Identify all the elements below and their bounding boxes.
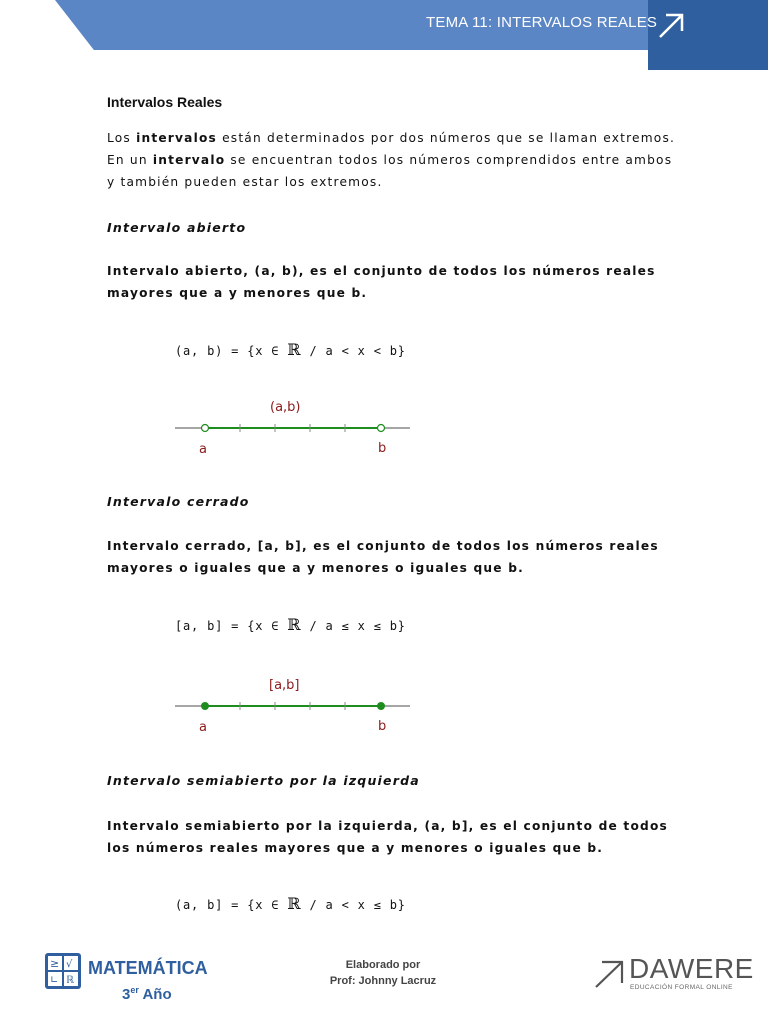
section-title: Intervalos Reales — [107, 94, 223, 110]
intro-bold-term: intervalo — [152, 153, 226, 167]
definition-closed-interval: Intervalo cerrado, [a, b], es el conjunto de todos los números reales mayores o iguales que a y menores o iguales que b. — [107, 539, 659, 575]
year-word: Año — [138, 986, 172, 1003]
credit-line-1: Elaborado por — [345, 959, 421, 971]
year-suffix: er — [130, 985, 139, 995]
footer-year — [122, 985, 172, 1003]
footer-subject: MATEMÁTICA — [88, 958, 208, 978]
interval-label: [a,b] — [269, 678, 300, 693]
svg-text:∟: ∟ — [50, 975, 59, 986]
endpoint-label-a: a — [199, 720, 207, 735]
formula-part: [a, b] = {x ∈ — [175, 619, 288, 633]
header-title: TEMA 11: INTERVALOS REALES — [426, 14, 658, 31]
intro-bold-term: intervalos — [136, 131, 217, 145]
intro-paragraph — [107, 127, 677, 193]
closed-endpoint-b — [377, 702, 385, 710]
closed-endpoint-a — [201, 702, 209, 710]
formula-part: / a < x < b} — [301, 344, 406, 358]
heading-open-interval: Intervalo abierto — [107, 220, 247, 235]
svg-text:ℝ: ℝ — [66, 975, 74, 986]
formula-part: / a < x ≤ b} — [301, 898, 406, 912]
svg-text:≥: ≥ — [50, 957, 60, 970]
arrow-up-right-icon — [656, 10, 686, 40]
heading-half-open-left: Intervalo semiabierto por la izquierda — [107, 773, 420, 788]
formula-closed-interval — [175, 615, 406, 634]
intro-text: Los — [107, 131, 137, 145]
definition-half-open-left: Intervalo semiabierto por la izquierda, (a, b], es el conjunto de todos los números reales mayores que a y menores o iguales que b. — [107, 819, 668, 855]
brand-tagline: EDUCACIÓN FORMAL ONLINE — [630, 984, 733, 991]
formula-part: / a ≤ x ≤ b} — [301, 619, 406, 633]
definition-open-interval: Intervalo abierto, (a, b), es el conjunto de todos los números reales mayores que a y menores que b. — [107, 264, 656, 300]
math-symbols-icon — [45, 953, 81, 989]
formula-open-interval — [175, 340, 406, 359]
interval-label: (a,b) — [270, 400, 301, 415]
formula-part: (a, b] = {x ∈ — [175, 898, 288, 912]
real-numbers-symbol: ℝ — [287, 615, 302, 634]
endpoint-label-b: b — [378, 441, 387, 456]
formula-half-open-left — [175, 894, 406, 913]
arrow-up-right-icon — [594, 959, 626, 989]
formula-part: (a, b) = {x ∈ — [175, 344, 288, 358]
endpoint-label-b: b — [378, 719, 387, 734]
heading-closed-interval: Intervalo cerrado — [107, 494, 250, 509]
year-number: 3 — [122, 986, 131, 1003]
footer-credit — [318, 957, 448, 989]
real-numbers-symbol: ℝ — [287, 340, 302, 359]
real-numbers-symbol: ℝ — [287, 894, 302, 913]
open-endpoint-b — [378, 425, 385, 432]
svg-text:√: √ — [66, 959, 73, 970]
intro-text: se encuentran todos los números comprendidos entre ambos y también pueden estar los extremos. — [107, 153, 673, 189]
number-line-open — [170, 395, 420, 465]
intro-text: están determinados por dos números que se llaman extremos. En un — [107, 131, 676, 167]
brand-name: DAWERE — [629, 953, 754, 984]
open-endpoint-a — [202, 425, 209, 432]
number-line-closed — [170, 673, 420, 743]
credit-line-2: Prof: Johnny Lacruz — [329, 975, 437, 987]
endpoint-label-a: a — [199, 442, 207, 457]
